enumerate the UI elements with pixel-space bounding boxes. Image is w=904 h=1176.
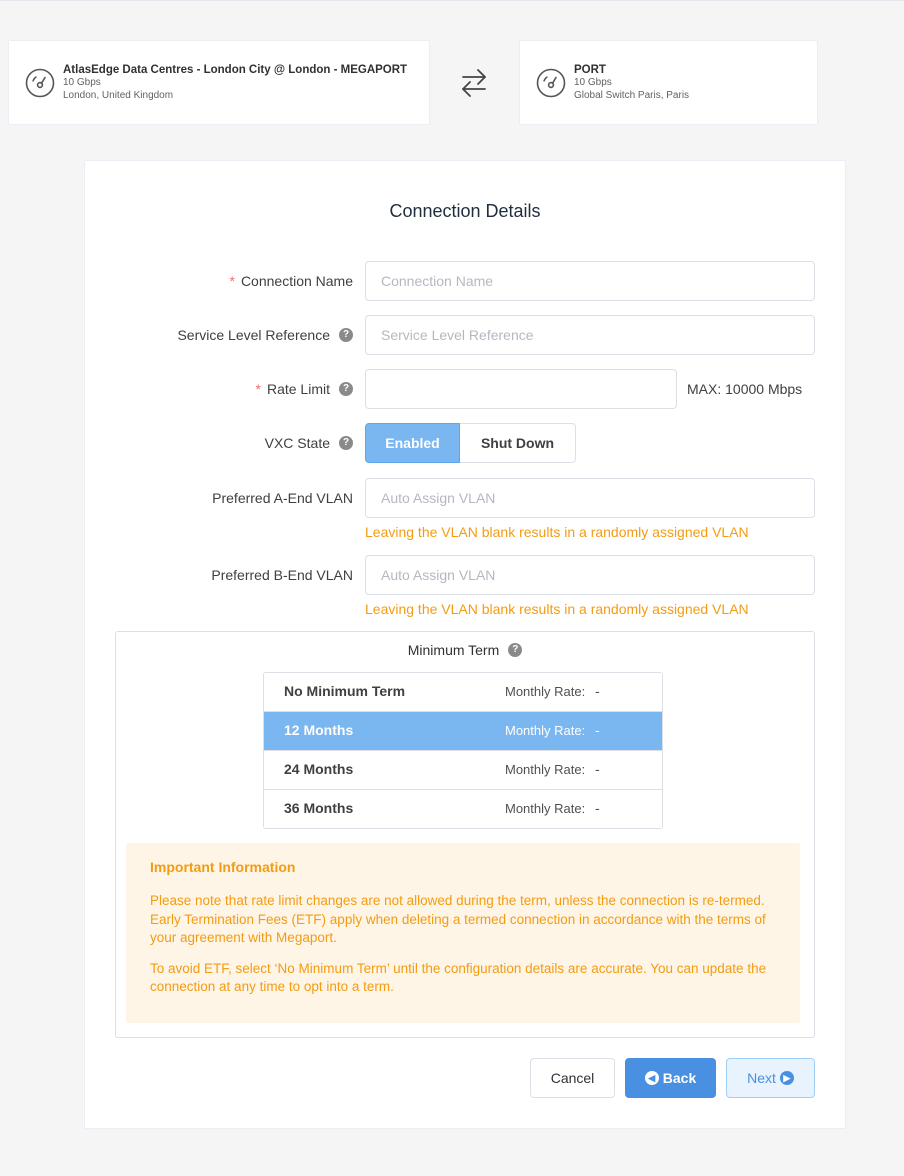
a-vlan-input[interactable]	[365, 478, 815, 518]
rate-limit-input[interactable]	[365, 369, 677, 409]
a-end-title: AtlasEdge Data Centres - London City @ London - MEGAPORT	[63, 64, 408, 76]
back-button[interactable]: ◀ Back	[625, 1058, 716, 1098]
help-icon[interactable]: ?	[339, 382, 353, 396]
b-end-location: Global Switch Paris, Paris	[574, 89, 690, 101]
term-option-24-months[interactable]: 24 Months Monthly Rate: -	[264, 751, 662, 790]
speedometer-icon	[25, 68, 55, 98]
b-vlan-input[interactable]	[365, 555, 815, 595]
cancel-button[interactable]: Cancel	[530, 1058, 615, 1098]
vxc-shutdown-button[interactable]: Shut Down	[460, 423, 576, 463]
info-paragraph-1: Please note that rate limit changes are not allowed during the term, unless the connection is re-termed. Early Termination Fees (ETF) apply when deleting a termed connection in accordance with the terms of your agreement with Megaport.	[150, 893, 766, 945]
a-end-location: London, United Kingdom	[63, 89, 174, 101]
service-level-input[interactable]	[365, 315, 815, 355]
connection-name-input[interactable]	[365, 261, 815, 301]
rate-limit-label: * Rate Limit ?	[256, 379, 353, 399]
top-divider	[0, 0, 904, 1]
swap-arrows-icon	[459, 66, 489, 100]
required-mark: *	[229, 273, 235, 289]
a-vlan-hint: Leaving the VLAN blank results in a randomly assigned VLAN	[365, 524, 749, 540]
b-vlan-hint: Leaving the VLAN blank results in a randomly assigned VLAN	[365, 601, 749, 617]
rate-limit-max: MAX: 10000 Mbps	[687, 381, 803, 397]
info-paragraph-2: To avoid ETF, select ‘No Minimum Term’ until the configuration details are accurate. You can update the connection at any time to opt into a term.	[150, 960, 767, 994]
term-options-list	[263, 672, 663, 829]
minimum-term-section	[115, 631, 815, 1038]
term-option-36-months[interactable]: 36 Months Monthly Rate: -	[264, 790, 662, 829]
help-icon[interactable]: ?	[339, 328, 353, 342]
next-button[interactable]: Next ▶	[726, 1058, 815, 1098]
minimum-term-title: Minimum Term ?	[116, 642, 814, 658]
info-title: Important Information	[150, 859, 296, 875]
arrow-right-circle-icon: ▶	[780, 1071, 794, 1085]
page-title: Connection Details	[389, 201, 541, 221]
vxc-enabled-button[interactable]: Enabled	[365, 423, 460, 463]
help-icon[interactable]: ?	[339, 436, 353, 450]
b-vlan-label: Preferred B-End VLAN	[211, 567, 353, 583]
service-level-label: Service Level Reference ?	[177, 325, 353, 345]
term-option-none[interactable]: No Minimum Term Monthly Rate: -	[264, 673, 662, 712]
vxc-state-label: VXC State ?	[265, 433, 353, 453]
connection-name-label: * Connection Name	[229, 273, 353, 289]
b-end-title: PORT	[574, 64, 606, 76]
arrow-left-circle-icon: ◀	[645, 1071, 659, 1085]
required-mark: *	[255, 381, 261, 397]
a-end-card[interactable]	[8, 40, 430, 125]
b-end-card[interactable]	[519, 40, 818, 125]
vxc-state-toggle	[365, 423, 576, 463]
speedometer-icon	[536, 68, 566, 98]
a-vlan-label: Preferred A-End VLAN	[212, 490, 353, 506]
help-icon[interactable]: ?	[508, 643, 522, 657]
b-end-speed: 10 Gbps	[574, 77, 612, 88]
important-information-box	[126, 843, 800, 1023]
connection-details-panel	[84, 160, 846, 1129]
term-option-12-months[interactable]: 12 Months Monthly Rate: -	[264, 712, 662, 751]
a-end-speed: 10 Gbps	[63, 77, 101, 88]
